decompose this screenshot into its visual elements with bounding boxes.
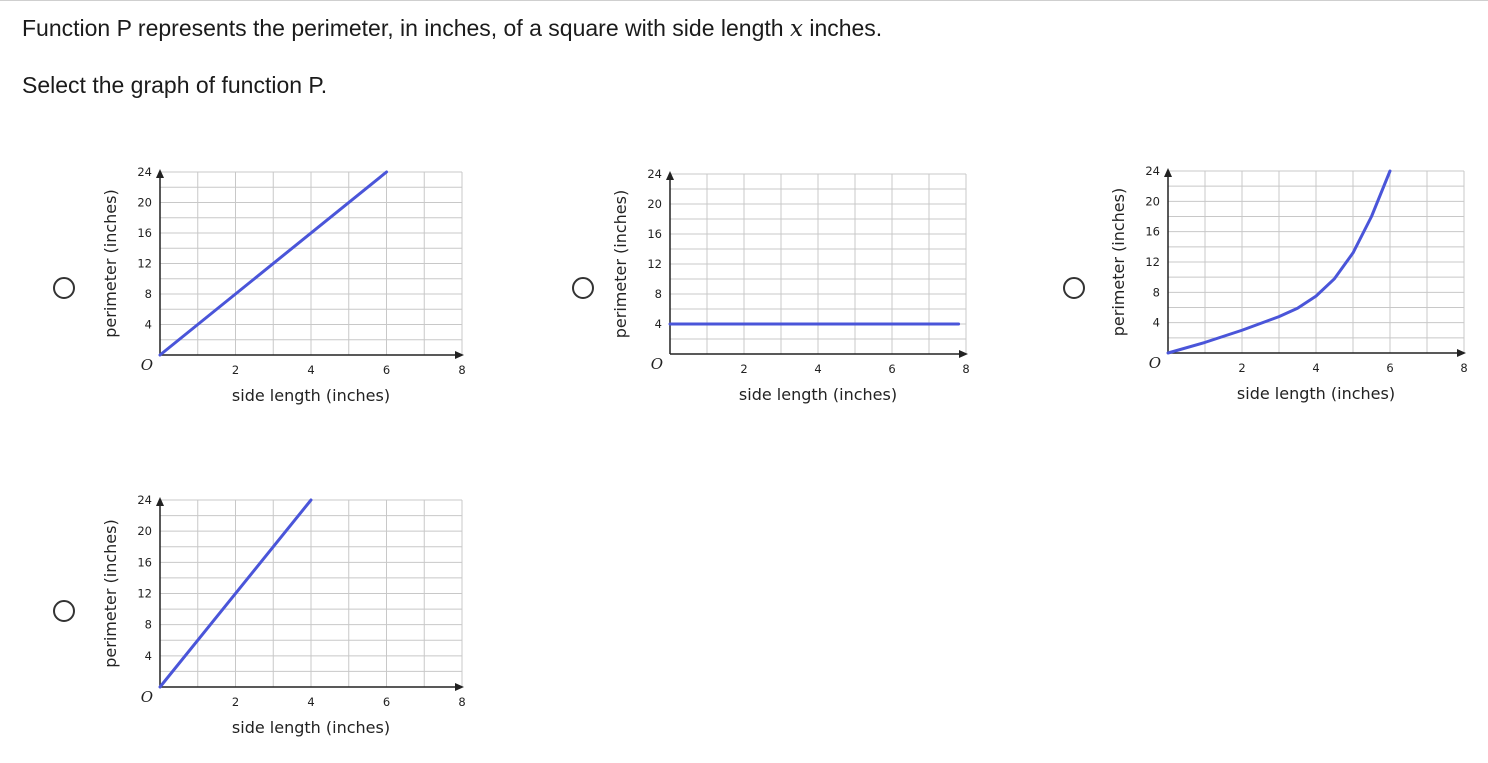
graph-c-y-tick-label: 16 [1145, 224, 1160, 239]
question-text-before: Function P represents the perimeter, in inches, of a square with side length [22, 15, 790, 41]
graph-b-x-axis-arrow [959, 350, 968, 358]
question-text-after: inches. [802, 15, 883, 41]
option-c-graph [1000, 160, 1488, 420]
graph-d-x-axis-label: side length (inches) [231, 718, 391, 737]
graph-d-y-axis-label: perimeter (inches) [101, 519, 120, 668]
graph-d-y-tick-label: 8 [144, 617, 152, 632]
graph-b-y-tick-label: 4 [654, 317, 662, 331]
graph-a-x-tick-label: 8 [458, 363, 466, 377]
graph-a-y-axis-arrow [156, 169, 164, 178]
graph-c-origin-label: O [1148, 354, 1161, 372]
graph-d-x-axis-arrow [455, 683, 464, 691]
graph-b-x-tick-label: 8 [962, 362, 970, 376]
graph-d-origin-label: O [140, 688, 153, 706]
graph-b-x-tick-label: 4 [814, 362, 822, 376]
instruction-text: Select the graph of function P. [22, 72, 328, 98]
graph-a-x-axis-label: side length (inches) [231, 386, 391, 405]
graph-b-y-tick-label: 16 [647, 227, 662, 241]
graph-c-x-tick-label: 2 [1238, 361, 1246, 375]
graph-b-y-axis-label: perimeter (inches) [611, 189, 630, 339]
graph-d-y-tick-label: 20 [137, 524, 152, 539]
graph-c-y-tick-label: 24 [1145, 164, 1160, 178]
graph-a-y-tick-label: 12 [137, 256, 152, 271]
graph-a-x-tick-label: 2 [231, 363, 240, 377]
graph-d-x-tick-label: 2 [231, 695, 240, 709]
graph-a-y-tick-label: 4 [144, 317, 152, 332]
graph-b-y-tick-label: 8 [654, 287, 662, 301]
question-variable: x [789, 16, 803, 42]
graph-c-x-tick-label: 6 [1386, 361, 1394, 375]
graph-d-y-tick-label: 16 [137, 555, 152, 570]
graph-b-y-axis-arrow [666, 171, 674, 180]
graph-b-y-tick-label: 24 [647, 167, 662, 181]
graph-b-x-tick-label: 6 [888, 362, 896, 376]
graph-a-origin-label: O [140, 356, 153, 374]
top-divider [0, 0, 1488, 1]
graph-b-origin-label: O [650, 355, 663, 373]
graph-b-x-tick-label: 2 [740, 362, 748, 376]
graph-d-y-tick-label: 12 [137, 586, 152, 601]
graph-c-y-axis-arrow [1164, 168, 1172, 177]
graph-c-y-tick-label: 12 [1145, 255, 1160, 269]
graph-a-x-tick-label: 4 [307, 363, 315, 377]
graph-a-y-tick-label: 24 [137, 165, 152, 179]
graph-c-x-tick-label: 8 [1460, 361, 1468, 375]
graph-b-y-tick-label: 12 [647, 257, 662, 271]
graph-a-y-tick-label: 20 [137, 195, 152, 210]
graph-a-x-axis-arrow [455, 351, 464, 359]
graph-d-x-tick-label: 4 [307, 695, 315, 709]
graph-c-y-tick-label: 20 [1145, 194, 1160, 209]
graph-d-y-axis-arrow [156, 497, 164, 506]
option-b-graph [510, 160, 990, 420]
option-a-graph [0, 160, 480, 420]
graph-c-y-axis-label: perimeter (inches) [1109, 187, 1128, 337]
graph-d-x-tick-label: 8 [458, 695, 466, 709]
graph-c-y-tick-label: 4 [1152, 315, 1160, 330]
graph-c-x-axis-arrow [1457, 349, 1466, 357]
option-d-graph [0, 488, 480, 748]
graph-d-x-tick-label: 6 [382, 695, 391, 709]
graph-d-y-tick-label: 24 [137, 493, 152, 507]
graph-a-y-tick-label: 8 [144, 287, 152, 301]
graph-c-x-axis-label: side length (inches) [1236, 384, 1396, 403]
graph-b-x-axis-label: side length (inches) [738, 385, 898, 404]
graph-b-y-tick-label: 20 [647, 197, 662, 211]
graph-d-y-tick-label: 4 [144, 648, 152, 663]
graph-c-y-tick-label: 8 [1152, 285, 1160, 300]
graph-a-x-tick-label: 6 [382, 363, 391, 377]
graph-c-x-tick-label: 4 [1312, 361, 1320, 375]
graph-a-y-tick-label: 16 [137, 226, 152, 240]
question-text [22, 14, 882, 43]
graph-a-y-axis-label: perimeter (inches) [101, 189, 120, 338]
